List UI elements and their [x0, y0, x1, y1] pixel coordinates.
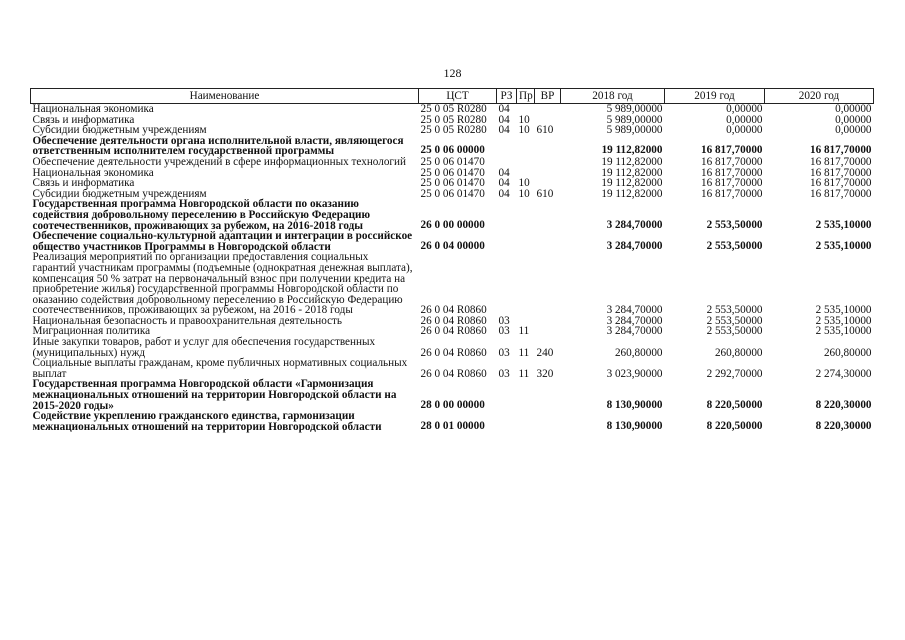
row-name: Обеспечение социально-культурной адаптации и интеграции в российское общество участников Программы в Новгородской области [32, 230, 413, 253]
page-number: 128 [443, 66, 462, 80]
row-value-2020: 0,00000 [835, 113, 872, 126]
table-row [31, 104, 874, 115]
row-name: Государственная программа Новгородской области «Гармонизация межнациональных отношений на территории Новгородской области на 2015-2020 годы» [32, 378, 397, 412]
row-value-2019: 16 817,70000 [700, 187, 763, 200]
row-cst: 25 0 06 00000 [420, 144, 485, 157]
budget-table [30, 88, 874, 432]
row-rz: 04 [498, 187, 510, 200]
row-rz: 03 [498, 314, 510, 327]
row-value-2018: 3 284,70000 [606, 239, 663, 252]
table-row [31, 252, 874, 316]
row-rz: 04 [498, 177, 510, 190]
row-rz: 04 [498, 113, 510, 126]
row-value-2020: 8 220,30000 [815, 398, 872, 411]
row-rz: 03 [498, 367, 510, 380]
row-name: Содействие укреплению гражданского единства, гармонизации межнациональных отношений на территории Новгородской области [32, 410, 382, 433]
header-vr: ВР [535, 89, 561, 104]
row-cst: 26 0 00 00000 [420, 218, 485, 231]
row-rz [497, 252, 517, 316]
row-value-2018: 19 112,82000 [601, 155, 663, 168]
row-value-2020: 16 817,70000 [809, 166, 872, 179]
row-vr [535, 104, 561, 115]
row-vr [535, 316, 561, 327]
row-vr: 240 [536, 346, 554, 359]
row-pr [517, 199, 535, 231]
row-name: Реализация мероприятий по организации предоставления социальных гарантий участникам программы (подъемные (однократная денежная выплата), компенсация 50 % затрат на первоначальный взнос при получении кредита на приобретение жилья) государственной программы Новгородской области по оказанию содействия добровольному переселению в Российскую Федерацию соотечественников, проживающих за рубежом, на 2016 - 2018 годы [32, 251, 413, 317]
row-pr: 10 [518, 177, 530, 190]
row-name: Государственная программа Новгородской области по оказанию содействия добровольному переселению в Российскую Федерацию соотечественников, проживающих за рубежом, на 2016-2018 годы [32, 198, 371, 232]
row-value-2020: 16 817,70000 [809, 155, 872, 168]
row-cst: 25 0 06 01470 [420, 166, 485, 179]
header-rz: РЗ [497, 89, 517, 104]
row-value-2019: 2 553,50000 [706, 218, 763, 231]
row-name: Национальная экономика [32, 166, 154, 179]
row-pr [517, 411, 535, 432]
row-pr [517, 136, 535, 157]
row-vr: 320 [536, 367, 554, 380]
row-pr [517, 104, 535, 115]
row-name: Социальные выплаты гражданам, кроме публичных нормативных социальных выплат [32, 357, 408, 380]
row-value-2018: 3 284,70000 [606, 314, 663, 327]
row-value-2018: 19 112,82000 [601, 177, 663, 190]
row-cst: 25 0 06 01470 [420, 177, 485, 190]
row-rz [497, 199, 517, 231]
row-cst: 28 0 01 00000 [420, 419, 485, 432]
table-row [31, 199, 874, 231]
header-2018: 2018 год [561, 89, 665, 104]
row-name: Связь и информатика [32, 177, 135, 190]
row-value-2019: 0,00000 [726, 113, 763, 126]
row-pr [517, 231, 535, 252]
row-name: Национальная безопасность и правоохранительная деятельность [32, 314, 343, 327]
row-value-2019: 2 553,50000 [706, 304, 763, 317]
row-value-2020: 0,00000 [835, 103, 872, 115]
row-value-2018: 3 284,70000 [606, 325, 663, 338]
row-value-2019: 16 817,70000 [700, 166, 763, 179]
header-cst: ЦСТ [419, 89, 497, 104]
row-value-2018: 3 023,90000 [606, 367, 663, 380]
row-cst: 25 0 05 R0280 [420, 124, 487, 137]
row-value-2018: 260,80000 [614, 346, 663, 359]
table-row [31, 231, 874, 252]
header-2020: 2020 год [765, 89, 874, 104]
row-rz [497, 379, 517, 411]
row-value-2019: 16 817,70000 [700, 144, 763, 157]
row-vr [535, 168, 561, 179]
row-rz [497, 231, 517, 252]
row-rz [497, 411, 517, 432]
row-name: Обеспечение деятельности органа исполнительной власти, являющегося ответственным исполнителем государственной программы [32, 134, 404, 158]
row-pr [517, 252, 535, 316]
row-rz: 03 [498, 346, 510, 359]
row-value-2019: 8 220,50000 [706, 419, 763, 432]
row-pr: 10 [518, 113, 530, 126]
row-value-2019: 0,00000 [726, 124, 763, 137]
row-value-2019: 2 553,50000 [706, 239, 763, 252]
row-vr [535, 252, 561, 316]
row-value-2018: 5 989,00000 [606, 103, 663, 115]
row-value-2018: 3 284,70000 [606, 304, 663, 317]
row-pr: 11 [518, 367, 530, 380]
row-pr: 10 [518, 187, 530, 200]
row-name: Связь и информатика [32, 113, 135, 126]
table-row [31, 136, 874, 157]
row-cst: 26 0 04 R0860 [420, 346, 487, 359]
row-cst: 26 0 04 R0860 [420, 304, 487, 317]
row-cst: 26 0 04 R0860 [420, 325, 487, 338]
row-value-2019: 0,00000 [726, 103, 763, 115]
row-value-2020: 8 220,30000 [815, 419, 872, 432]
row-value-2020: 2 535,10000 [815, 239, 872, 252]
row-cst: 25 0 05 R0280 [420, 103, 487, 115]
row-cst: 25 0 06 01470 [420, 187, 485, 200]
row-name: Национальная экономика [32, 103, 154, 115]
row-value-2018: 8 130,90000 [606, 398, 663, 411]
row-pr: 11 [518, 325, 530, 338]
row-name: Обеспечение деятельности учреждений в сфере информационных технологий [32, 155, 406, 168]
row-value-2020: 2 535,10000 [815, 325, 872, 338]
table-header-row [31, 89, 874, 104]
row-pr [517, 157, 535, 168]
row-cst: 28 0 00 00000 [420, 398, 485, 411]
row-vr [535, 199, 561, 231]
header-2019: 2019 год [665, 89, 765, 104]
row-value-2018: 8 130,90000 [606, 419, 663, 432]
row-name: Субсидии бюджетным учреждениям [32, 187, 207, 200]
table-row [31, 379, 874, 411]
row-cst: 26 0 04 R0860 [420, 314, 487, 327]
row-value-2018: 5 989,00000 [606, 113, 663, 126]
row-value-2020: 16 817,70000 [809, 144, 872, 157]
row-vr: 610 [536, 124, 554, 137]
row-cst: 25 0 05 R0280 [420, 113, 487, 126]
table-row [31, 157, 874, 168]
row-pr: 11 [518, 346, 530, 359]
row-value-2019: 2 292,70000 [706, 367, 763, 380]
table-row [31, 358, 874, 379]
row-value-2019: 16 817,70000 [700, 155, 763, 168]
row-vr [535, 326, 561, 337]
row-name: Миграционная политика [32, 325, 151, 338]
row-value-2019: 2 553,50000 [706, 314, 763, 327]
row-value-2018: 19 112,82000 [601, 144, 663, 157]
row-pr [517, 379, 535, 411]
table-row [31, 411, 874, 432]
row-rz: 04 [498, 124, 510, 137]
row-rz [497, 157, 517, 168]
row-vr [535, 136, 561, 157]
row-vr: 610 [536, 187, 554, 200]
table-body [31, 104, 874, 433]
row-pr: 10 [518, 124, 530, 137]
row-value-2018: 19 112,82000 [601, 187, 663, 200]
row-value-2020: 2 535,10000 [815, 304, 872, 317]
row-value-2020: 260,80000 [823, 346, 872, 359]
row-value-2020: 2 535,10000 [815, 218, 872, 231]
row-value-2019: 8 220,50000 [706, 398, 763, 411]
row-value-2019: 2 553,50000 [706, 325, 763, 338]
row-vr [535, 411, 561, 432]
row-value-2020: 2 535,10000 [815, 314, 872, 327]
row-value-2018: 5 989,00000 [606, 124, 663, 137]
row-value-2020: 0,00000 [835, 124, 872, 137]
row-rz: 04 [498, 166, 510, 179]
row-vr [535, 157, 561, 168]
row-name: Субсидии бюджетным учреждениям [32, 124, 207, 137]
row-vr [535, 379, 561, 411]
row-cst: 26 0 04 R0860 [420, 367, 487, 380]
row-rz: 04 [498, 103, 510, 115]
header-pr: Пр [517, 89, 535, 104]
row-value-2018: 19 112,82000 [601, 166, 663, 179]
row-value-2020: 16 817,70000 [809, 177, 872, 190]
row-rz: 03 [498, 325, 510, 338]
row-cst: 26 0 04 00000 [420, 239, 485, 252]
row-value-2019: 16 817,70000 [700, 177, 763, 190]
row-cst: 25 0 06 01470 [420, 155, 485, 168]
row-value-2018: 3 284,70000 [606, 218, 663, 231]
row-rz [497, 136, 517, 157]
table-row [31, 337, 874, 358]
row-value-2020: 16 817,70000 [809, 187, 872, 200]
row-vr [535, 231, 561, 252]
row-value-2020: 2 274,30000 [815, 367, 872, 380]
row-name: Иные закупки товаров, работ и услуг для обеспечения государственных (муниципальных) нужд [32, 336, 376, 359]
row-value-2019: 260,80000 [714, 346, 763, 359]
header-name: Наименование [31, 89, 419, 104]
